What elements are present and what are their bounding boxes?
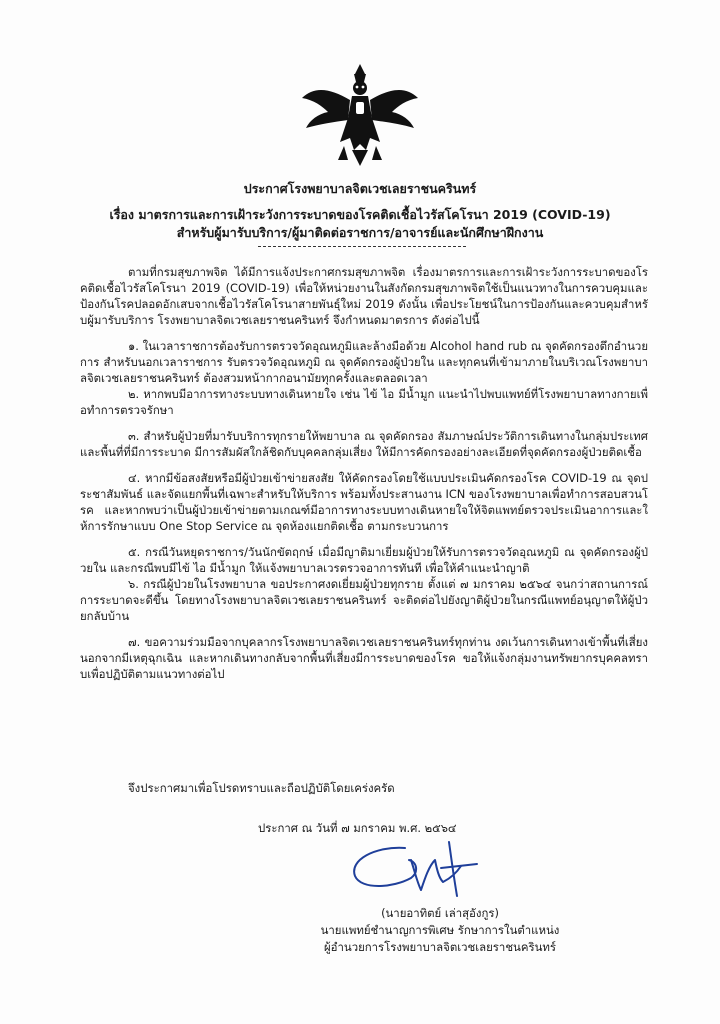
- measure-item-1: ๑. ในเวลาราชการต้องรับการตรวจวัดอุณหภูมิและล้างมือด้วย Alcohol hand rub ณ จุดคัดกรองตึกอำนวยการ สำหรับนอกเวลาราชการ รับตรวจวัดอุณหภูมิ ณ จุดคัดกรองผู้ป่วยใน และทุกคนที่เข้ามาภายในบริเวณโรงพยาบาลจิตเวชเลยราชนครินทร์ ต้องสวมหน้ากากอนามัยทุกครั้งและตลอดเวลา: [80, 339, 648, 385]
- announcement-date: ประกาศ ณ วันที่ ๗ มกราคม พ.ศ. ๒๕๖๔: [258, 821, 457, 835]
- measure-item-7: ๗. ขอความร่วมมือจากบุคลากรโรงพยาบาลจิตเวชเลยราชนครินทร์ทุกท่าน งดเว้นการเดินทางเข้าพื้นที่เสี่ยง นอกจากมีเหตุฉุกเฉิน และหากเดินทางกลับจากพื้นที่เสี่ยงมีการระบาดของโรค ขอให้แจ้งกลุ่มงานทรัพยากรบุคคลทราบเพื่อปฏิบัติตามแนวทางต่อไป: [80, 635, 648, 681]
- closing-statement: จึงประกาศมาเพื่อโปรดทราบและถือปฏิบัติโดยเคร่งครัด: [128, 781, 395, 795]
- signer-position: นายแพทย์ชำนาญการพิเศษ รักษาการในตำแหน่ง: [320, 923, 560, 937]
- subject-title: เรื่อง มาตรการและการเฝ้าระวังการระบาดของโรคติดเชื้อไวรัสโคโรนา 2019 (COVID-19): [109, 207, 611, 222]
- garuda-emblem-icon: [300, 58, 420, 170]
- measure-item-5: ๕. กรณีวันหยุดราชการ/วันนักขัตฤกษ์ เมื่อมีญาติมาเยี่ยมผู้ป่วยให้รับการตรวจวัดอุณหภูมิ ณ จุดคัดกรองผู้ป่วยใน และกรณีพบมีไข้ ไอ มีน้ำมูก ให้แจ้งพยาบาลเวรตรวจอาการทันที เพื่อให้คำแนะนำญาติ: [80, 545, 648, 575]
- measure-item-4: ๔. หากมีข้อสงสัยหรือมีผู้ป่วยเข้าข่ายสงสัย ให้คัดกรองโดยใช้แบบประเมินคัดกรองโรค COVID-19 ณ จุดประชาสัมพันธ์ และจัดแยกพื้นที่เฉพาะสำหรับให้บริการ พร้อมทั้งประสานงาน ICN ของโรงพยาบาลเพื่อทำการสอบสวนโรค และหากพบว่าเป็นผู้ป่วยเข้าข่ายตามเกณฑ์มีอาการทางระบบทางเดินหายใจให้จิตแพทย์ตรวจประเมินอาการและให้การรักษาแบบ One Stop Service ณ จุดห้องแยกติดเชื้อ ตามกระบวนการ: [80, 471, 648, 533]
- measure-item-3: ๓. สำหรับผู้ป่วยที่มารับบริการทุกรายให้พยาบาล ณ จุดคัดกรอง สัมภาษณ์ประวัติการเดินทางในกลุ่มประเทศและพื้นที่ที่มีการระบาด มีการสัมผัสใกล้ชิดกับบุคคลกลุ่มเสี่ยง ให้มีการคัดกรองอย่างละเอียดที่จุดคัดกรองผู้ป่วยติดเชื้อ: [80, 429, 648, 459]
- audience-title: สำหรับผู้มารับบริการ/ผู้มาติดต่อราชการ/อาจารย์และนักศึกษาฝึกงาน: [176, 225, 544, 240]
- measure-item-2: ๒. หากพบมีอาการทางระบบทางเดินหายใจ เช่น ไข้ ไอ มีน้ำมูก แนะนำไปพบแพทย์ที่โรงพยาบาลทางกายเพื่อทำการตรวจรักษา: [80, 387, 648, 417]
- intro-paragraph: ตามที่กรมสุขภาพจิต ได้มีการแจ้งประกาศกรมสุขภาพจิต เรื่องมาตรการและการเฝ้าระวังการระบาดของโรคติดเชื้อไวรัสโคโรนา 2019 (COVID-19) เพื่อให้หน่วยงานในสังกัดกรมสุขภาพจิตใช้เป็นแนวทางในการควบคุมและป้องกันโรคปลอดอักเสบจากเชื้อไวรัสโคโรนาสายพันธุ์ใหม่ 2019 ดังนั้น เพื่อประโยชน์ในการป้องกันและควบคุมสำหรับผู้มารับบริการ โรงพยาบาลจิตเวชเลยราชนครินทร์ จึงกำหนดมาตรการ ดังต่อไปนี้: [80, 265, 648, 327]
- announcement-title: ประกาศโรงพยาบาลจิตเวชเลยราชนครินทร์: [243, 181, 477, 196]
- signer-block: [290, 905, 590, 956]
- announcement-body: [80, 264, 648, 682]
- handwritten-signature-icon: [345, 838, 485, 900]
- title-divider: [258, 246, 466, 247]
- signer-title: ผู้อำนวยการโรงพยาบาลจิตเวชเลยราชนครินทร์: [324, 940, 556, 954]
- signer-name: (นายอาทิตย์ เล่าสุอังกูร): [381, 906, 499, 920]
- measure-item-6: ๖. กรณีผู้ป่วยในโรงพยาบาล ขอประกาศงดเยี่ยมผู้ป่วยทุกราย ตั้งแต่ ๗ มกราคม ๒๕๖๔ จนกว่าสถานการณ์การระบาดจะดีขึ้น โดยทางโรงพยาบาลจิตเวชเลยราชนครินทร์ จะติดต่อไปยังญาติผู้ป่วยในกรณีแพทย์อนุญาตให้ผู้ป่วยกลับบ้าน: [80, 577, 648, 623]
